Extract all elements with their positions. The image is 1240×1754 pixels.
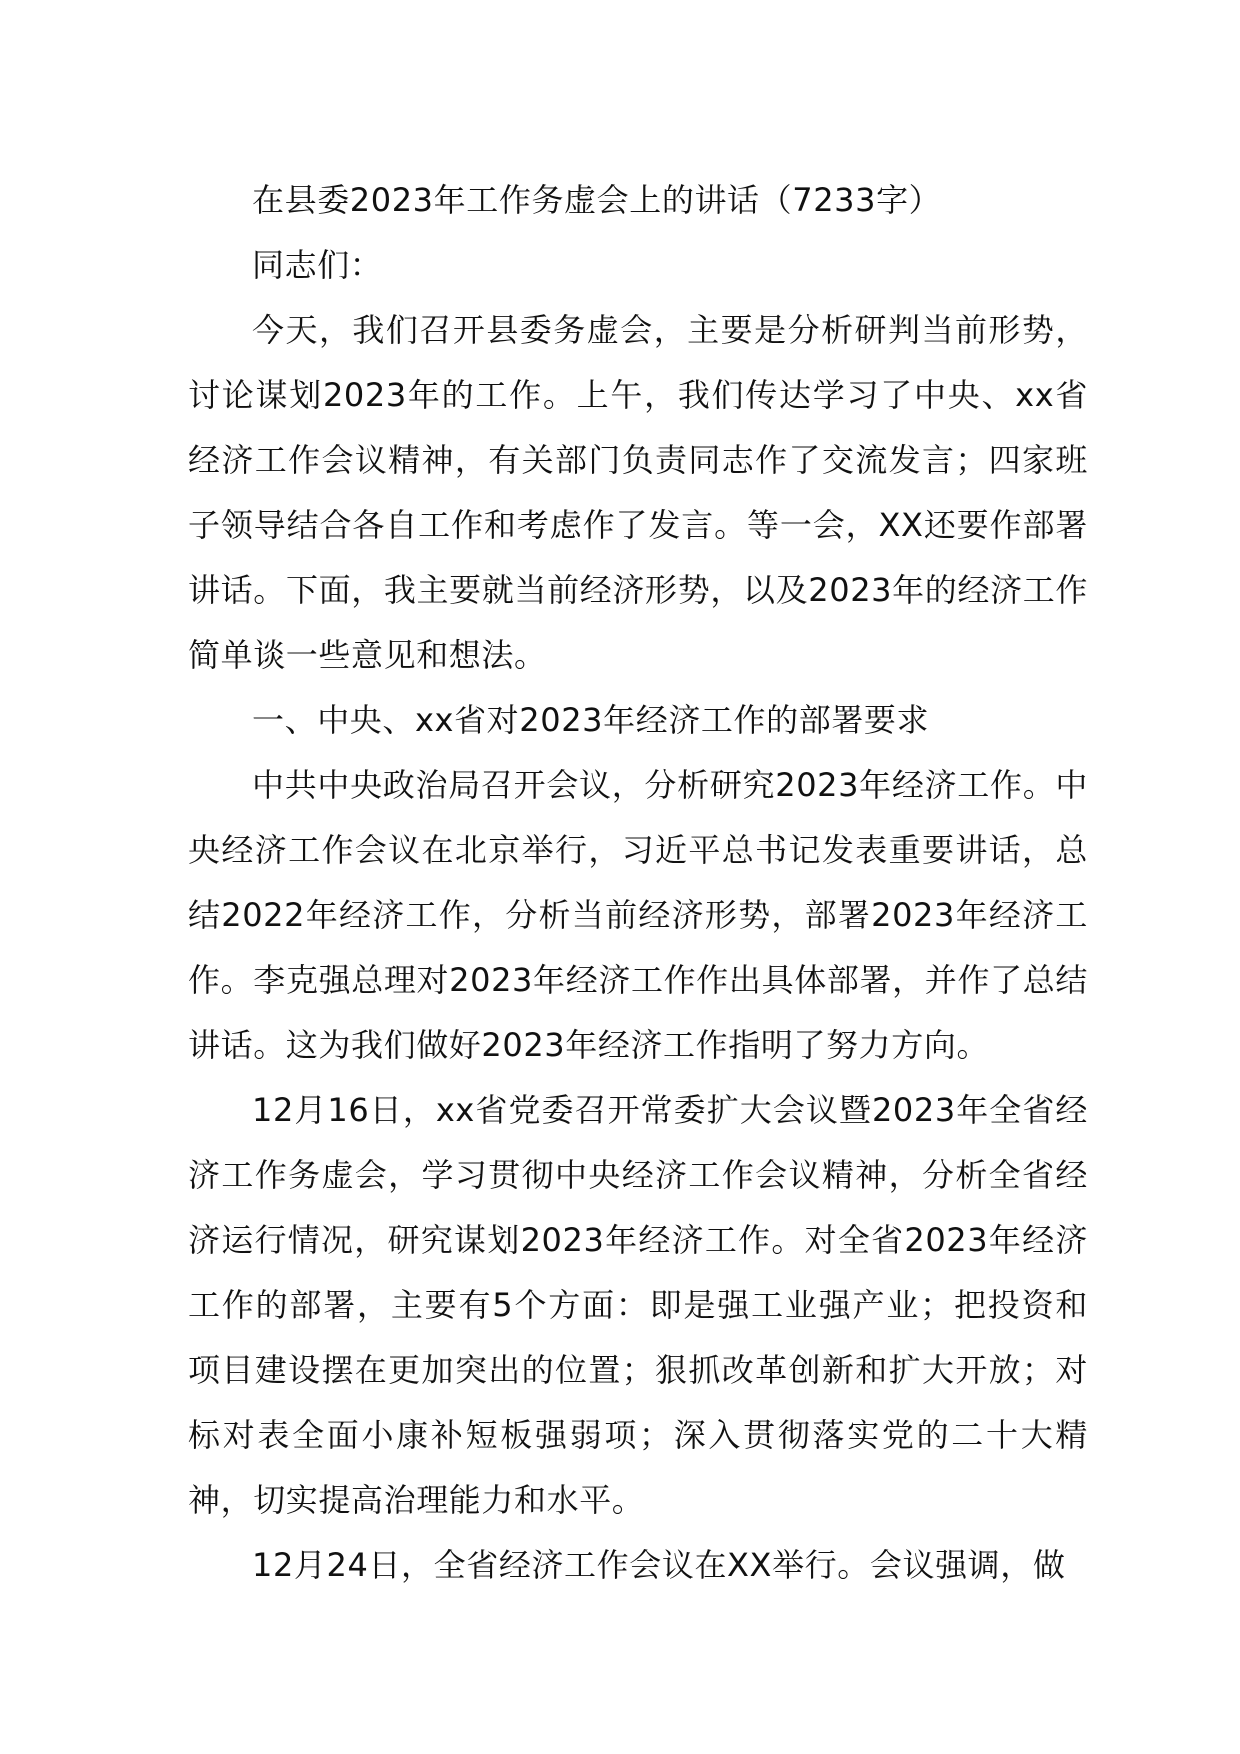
document-body xyxy=(188,168,1088,1598)
paragraph-dec-24: 12月24日，全省经济工作会议在XX举行。会议强调，做 xyxy=(252,1546,1066,1584)
document-title: 在县委2023年工作务虚会上的讲话（7233字） xyxy=(252,181,942,219)
paragraph-intro: 今天，我们召开县委务虚会，主要是分析研判当前形势，讨论谋划2023年的工作。上午，我们传达学习了中央、xx省经济工作会议精神，有关部门负责同志作了交流发言；四家班子领导结合各自工作和考虑作了发言。等一会，XX还要作部署讲话。下面，我主要就当前经济形势，以及2023年的经济工作简单谈一些意见和想法。 xyxy=(188,311,1088,674)
section-heading-1: 一、中央、xx省对2023年经济工作的部署要求 xyxy=(252,701,930,739)
salutation: 同志们： xyxy=(252,246,383,284)
paragraph-central-meeting: 中共中央政治局召开会议，分析研究2023年经济工作。中央经济工作会议在北京举行，习近平总书记发表重要讲话，总结2022年经济工作，分析当前经济形势，部署2023年经济工作。李克强总理对2023年经济工作作出具体部署，并作了总结讲话。这为我们做好2023年经济工作指明了努力方向。 xyxy=(188,766,1088,1064)
paragraph-provincial-meeting: 12月16日，xx省党委召开常委扩大会议暨2023年全省经济工作务虚会，学习贯彻中央经济工作会议精神，分析全省经济运行情况，研究谋划2023年经济工作。对全省2023年经济工作的部署，主要有5个方面：即是强工业强产业；把投资和项目建设摆在更加突出的位置；狠抓改革创新和扩大开放；对标对表全面小康补短板强弱项；深入贯彻落实党的二十大精神，切实提高治理能力和水平。 xyxy=(188,1091,1088,1519)
